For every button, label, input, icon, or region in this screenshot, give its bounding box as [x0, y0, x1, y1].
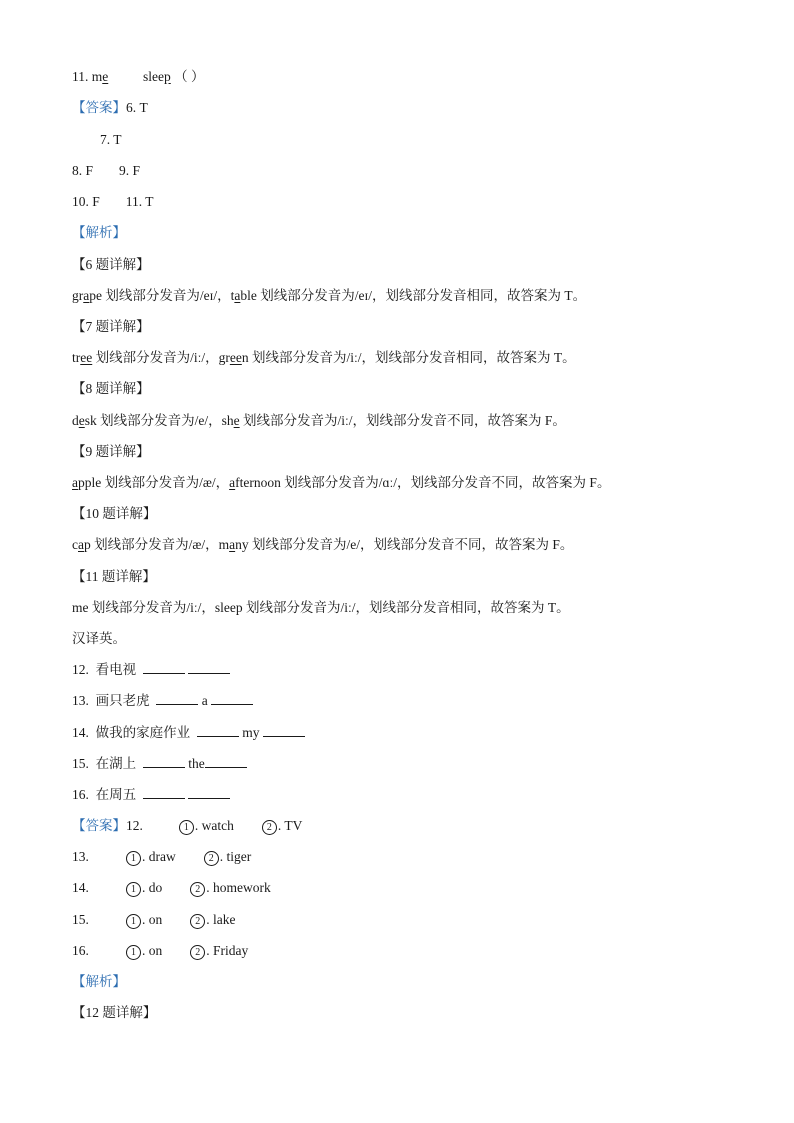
detail-12-heading: 【12 题详解】 [72, 1005, 157, 1020]
circled-number: 2 [190, 914, 205, 929]
answer-line-10-11 [72, 193, 154, 211]
q11-underlined: e [102, 69, 109, 84]
detail-7-text: tree 划线部分发音为/iː/，green 划线部分发音为/iː/，划线部分发音相同，故答案为 T。 [72, 350, 576, 365]
answer-10: 10. F [72, 194, 100, 209]
answer-8: 8. F [72, 163, 94, 178]
circled-number: 1 [126, 851, 141, 866]
question-11 [72, 68, 205, 86]
detail-9-heading: 【9 题详解】 [72, 444, 150, 459]
blank [143, 661, 185, 674]
answer-15: 15. 1 . on 2 . lake [72, 912, 236, 927]
circled-number: 1 [126, 914, 141, 929]
blank [143, 786, 185, 799]
detail-9-text: apple 划线部分发音为/æ/，afternoon 划线部分发音为/ɑː/，划线部分发音不同，故答案为 F。 [72, 475, 611, 490]
answer-11: 11. T [125, 194, 154, 209]
answer-7: 7. T [100, 132, 122, 147]
circled-number: 2 [190, 882, 205, 897]
circled-number: 2 [262, 820, 277, 835]
answer-9: 9. F [119, 163, 141, 178]
circled-number: 1 [126, 882, 141, 897]
detail-6-text: grape 划线部分发音为/eɪ/，table 划线部分发音为/eɪ/，划线部分发音相同，故答案为 T。 [72, 288, 587, 303]
answer-line-1 [72, 99, 148, 117]
circled-number: 2 [204, 851, 219, 866]
q11-word2: slee [143, 69, 164, 84]
detail-11-text: me 划线部分发音为/iː/，sleep 划线部分发音为/iː/，划线部分发音相同，故答案为 T。 [72, 600, 570, 615]
question-15: 15. 在湖上 the [72, 755, 247, 773]
question-12: 12. 看电视 [72, 661, 230, 679]
analysis-heading: 【解析】 [72, 225, 126, 240]
q11-answer-blank: （ ） [174, 69, 205, 84]
detail-6-heading: 【6 题详解】 [72, 257, 150, 272]
answer-16: 16. 1 . on 2 . Friday [72, 943, 249, 958]
answer-heading: 【答案】 [72, 818, 126, 833]
answer-13: 13. 1 . draw 2 . tiger [72, 849, 252, 864]
section-heading-translate: 汉译英。 [72, 631, 126, 646]
blank [188, 661, 230, 674]
detail-10-text: cap 划线部分发音为/æ/，many 划线部分发音为/e/，划线部分发音不同，故答案为 F。 [72, 537, 574, 552]
blank [156, 692, 198, 705]
circled-number: 1 [179, 820, 194, 835]
circled-number: 2 [190, 945, 205, 960]
blank [263, 724, 305, 737]
q11-number: 11. m [72, 69, 103, 84]
answer-line-8-9 [72, 162, 140, 180]
detail-8-text: desk 划线部分发音为/e/，she 划线部分发音为/iː/，划线部分发音不同，故答案为 F。 [72, 413, 566, 428]
detail-11-heading: 【11 题详解】 [72, 569, 156, 584]
answer-6: 6. T [126, 100, 148, 115]
blank [143, 755, 185, 768]
analysis-heading-2: 【解析】 [72, 974, 126, 989]
detail-7-heading: 【7 题详解】 [72, 319, 150, 334]
detail-10-heading: 【10 题详解】 [72, 506, 157, 521]
answer-14: 14. 1 . do 2 . homework [72, 880, 271, 895]
question-14: 14. 做我的家庭作业 my [72, 724, 305, 742]
circled-number: 1 [126, 945, 141, 960]
blank [205, 755, 247, 768]
q11-word2-underlined: p [164, 69, 171, 84]
blank [188, 786, 230, 799]
question-13: 13. 画只老虎 a [72, 692, 253, 710]
blank [211, 692, 253, 705]
detail-8-heading: 【8 题详解】 [72, 381, 150, 396]
answer-heading: 【答案】 [72, 100, 126, 115]
blank [197, 724, 239, 737]
question-16: 16. 在周五 [72, 786, 230, 804]
answer-12: 【答案】12. 1 . watch 2 . TV [72, 818, 303, 833]
